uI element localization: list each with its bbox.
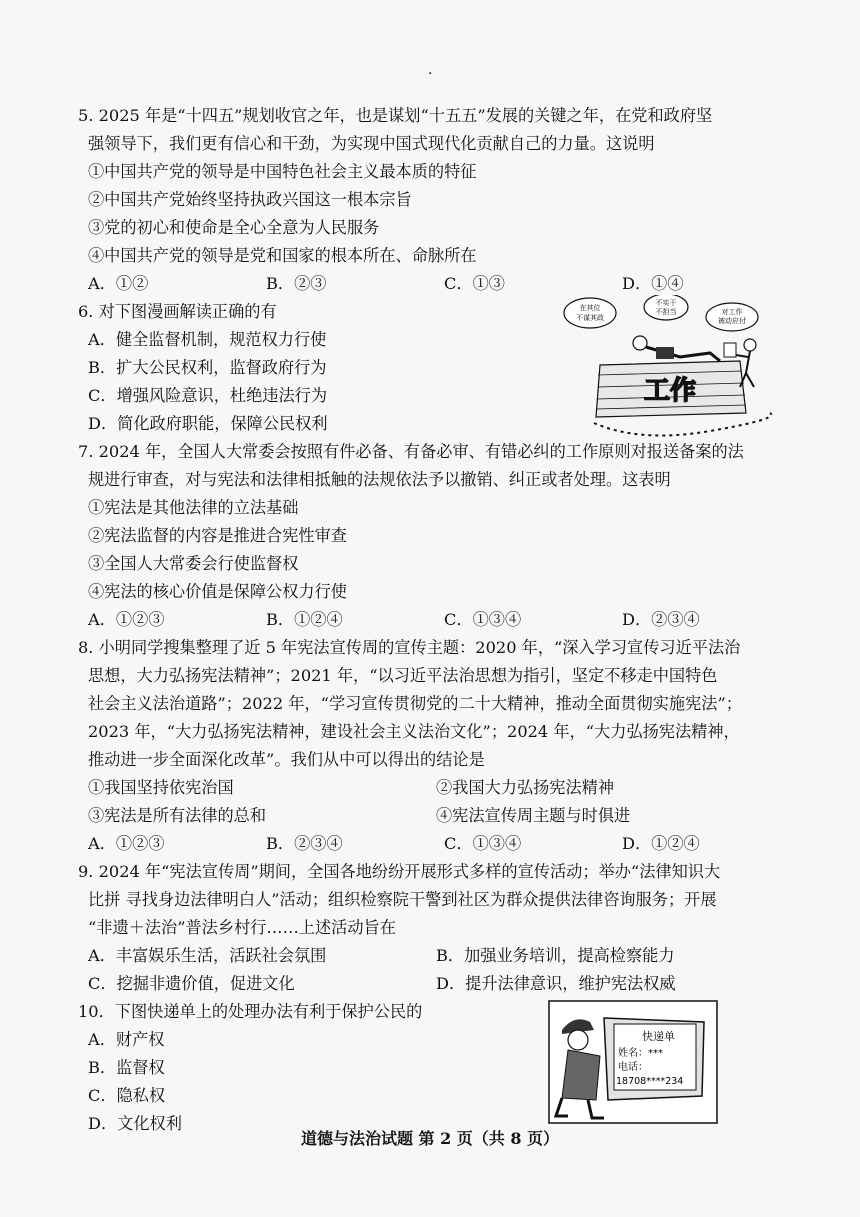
q5-stem-line-1: 5. 2025 年是“十四五”规划收官之年，也是谋划“十五五”发展的关键之年，在党和政府坚	[78, 106, 713, 125]
q9-options-row-2	[78, 970, 808, 998]
q8-option-b: B．②③④	[266, 834, 343, 853]
person-paper	[724, 343, 736, 357]
person-head	[744, 339, 756, 351]
question-7	[78, 438, 808, 634]
courier-head	[568, 1030, 588, 1050]
q7-stem-line-2: 规进行审查，对与宪法和法律相抵触的法规依法予以撤销、纠正或者处理。这表明	[88, 470, 671, 489]
q5-stem-line-2: 强领导下，我们更有信心和干劲，为实现中国式现代化贡献自己的力量。这说明	[88, 134, 655, 153]
q9-options-row-1	[78, 942, 808, 970]
q9-line-1: 9. 2024 年“宪法宣传周”期间，全国各地纷纷开展形式多样的宣传活动；举办“法律知识大	[78, 862, 721, 881]
q9-option-d: D．提升法律意识，维护宪法权威	[436, 974, 676, 993]
bubble-2-line-2: 不担当	[655, 308, 677, 316]
q8-option-a: A．①②③	[88, 834, 165, 853]
figure-head	[633, 336, 647, 350]
q7-option-d: D．②③④	[622, 610, 700, 629]
bubble-3-line-2: 被动应付	[718, 317, 746, 325]
q9-option-a: A．丰富娱乐生活，活跃社会氛围	[88, 946, 327, 965]
figure-laptop	[656, 347, 674, 359]
work-cartoon-image	[560, 295, 780, 443]
q8-options	[78, 830, 808, 858]
q6-option-b: B．扩大公民权利，监督政府行为	[88, 358, 327, 377]
q5-option-c: C．①③	[444, 274, 505, 293]
q10-stem: 10．下图快递单上的处理办法有利于保护公民的	[78, 1002, 423, 1021]
q8-line-1: 8. 小明同学搜集整理了近 5 年宪法宣传周的宣传主题：2020 年，“深入学习宣传习近平法治	[78, 638, 741, 657]
q9-option-b: B．加强业务培训，提高检察能力	[436, 946, 675, 965]
q6-option-c: C．增强风险意识，杜绝违法行为	[88, 386, 328, 405]
q5-option-d: D．①④	[622, 274, 684, 293]
q7-options	[78, 606, 808, 634]
q9-line-3: “非遗＋法治”普法乡村行……上述活动旨在	[88, 918, 396, 937]
q7-option-b: B．①②④	[266, 610, 343, 629]
bubble-2-line-1: 不实干	[655, 299, 677, 307]
stack-label: 工作	[643, 376, 697, 406]
bubble-1-line-2: 不谋其政	[576, 314, 604, 322]
express-slip-cartoon-image	[548, 1000, 718, 1124]
q7-item-2: ②宪法监督的内容是推进合宪性审查	[88, 526, 347, 545]
q6-option-a: A．健全监督机制，规范权力行使	[88, 330, 327, 349]
q7-stem-line-1: 7. 2024 年，全国人大常委会按照有件必备、有备必审、有错必纠的工作原则对报送备案的法	[78, 442, 744, 461]
q10-option-a: A．财产权	[88, 1030, 165, 1049]
q8-item-2: ②我国大力弘扬宪法精神	[436, 778, 615, 797]
slip-name: 姓名：***	[618, 1048, 663, 1059]
page-dot: ·	[428, 66, 433, 82]
slip-phone: 18708****234	[616, 1076, 684, 1087]
q7-item-1: ①宪法是其他法律的立法基础	[88, 498, 299, 517]
question-8	[78, 634, 808, 858]
q5-item-2: ②中国共产党始终坚持执政兴国这一根本宗旨	[88, 190, 412, 209]
q5-options	[78, 270, 808, 298]
q10-option-c: C．隐私权	[88, 1086, 166, 1105]
q8-items-row-2	[78, 802, 808, 830]
q5-item-1: ①中国共产党的领导是中国特色社会主义最本质的特征	[88, 162, 477, 181]
slip-phone-label: 电话：	[618, 1062, 648, 1073]
page-footer: 道德与法治试题 第 2 页（共 8 页）	[300, 1129, 560, 1148]
q8-line-5: 推动进一步全面深化改革”。我们从中可以得出的结论是	[88, 750, 485, 769]
q7-option-c: C．①③④	[444, 610, 522, 629]
q8-option-c: C．①③④	[444, 834, 522, 853]
question-5	[78, 102, 808, 298]
q8-item-1: ①我国坚持依宪治国	[88, 778, 234, 797]
q7-item-3: ③全国人大常委会行使监督权	[88, 554, 299, 573]
q9-line-2: 比拼 寻找身边法律明白人”活动；组织检察院干警到社区为群众提供法律咨询服务；开展	[88, 890, 717, 909]
q5-option-b: B．②③	[266, 274, 327, 293]
q7-item-4: ④宪法的核心价值是保障公权力行使	[88, 582, 347, 601]
bubble-3-line-1: 对工作	[721, 308, 743, 316]
q5-item-3: ③党的初心和使命是全心全意为人民服务	[88, 218, 380, 237]
q10-option-d: D．文化权利	[88, 1114, 182, 1133]
question-9	[78, 858, 808, 998]
q8-line-3: 社会主义法治道路”；2022 年，“学习宣传贯彻党的二十大精神，推动全面贯彻实施宪法”；	[88, 694, 742, 713]
q8-line-2: 思想，大力弘扬宪法精神”；2021 年，“以习近平法治思想为指引，坚定不移走中国特色	[88, 666, 718, 685]
q10-option-b: B．监督权	[88, 1058, 165, 1077]
q8-items-row-1	[78, 774, 808, 802]
q5-option-a: A．①②	[88, 274, 149, 293]
q6-option-d: D．简化政府职能，保障公民权利	[88, 414, 328, 433]
bubble-1	[564, 298, 616, 328]
courier-body	[562, 1050, 600, 1100]
q5-item-4: ④中国共产党的领导是党和国家的根本所在、命脉所在	[88, 246, 477, 265]
q7-option-a: A．①②③	[88, 610, 165, 629]
q8-option-d: D．①②④	[622, 834, 700, 853]
q8-item-3: ③宪法是所有法律的总和	[88, 806, 267, 825]
q9-option-c: C．挖掘非遗价值，促进文化	[88, 974, 295, 993]
q8-line-4: 2023 年，“大力弘扬宪法精神，建设社会主义法治文化”；2024 年，“大力弘扬宪法精神，	[88, 722, 740, 741]
slip-title: 快递单	[642, 1030, 675, 1043]
q8-item-4: ④宪法宣传周主题与时俱进	[436, 806, 631, 825]
bubble-1-line-1: 在其位	[579, 304, 601, 312]
q6-stem: 6. 对下图漫画解读正确的有	[78, 302, 277, 321]
